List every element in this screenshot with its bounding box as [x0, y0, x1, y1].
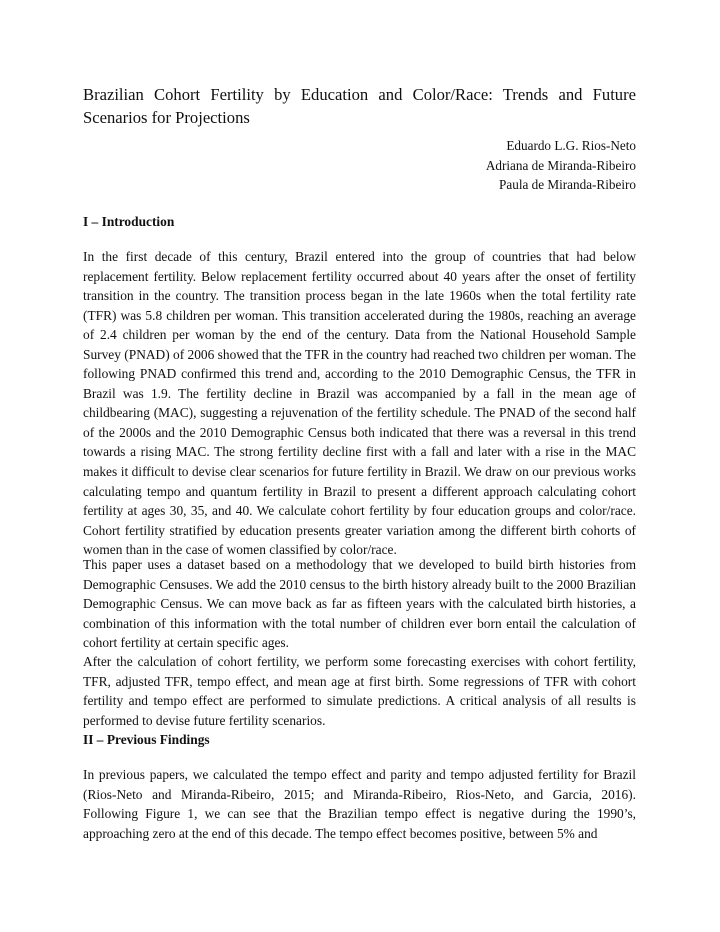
paper-title: Brazilian Cohort Fertility by Education and Color/Race: Trends and Future Scenarios for Projections — [83, 85, 636, 127]
paragraph: After the calculation of cohort fertility, we perform some forecasting exercises with cohort fertility, TFR, adjusted TFR, tempo effect, and mean age at first birth. Some regressions of TFR with cohort fertility and tempo effect are performed to simulate predictions. A critical analysis of all results is performed to devise future fertility scenarios. — [83, 654, 636, 728]
author-name: Adriana de Miranda-Ribeiro — [485, 157, 636, 173]
paragraph: This paper uses a dataset based on a methodology that we developed to build birth histories from Demographic Censuses. We add the 2010 census to the birth history already built to the 2000 Brazilian Demographic Census. We can move back as far as fifteen years with the calculated birth histories, a combination of this information with the total number of children ever born entail the calculation of cohort fertility at certain specific ages. — [83, 557, 636, 651]
section-heading-introduction: I – Introduction — [83, 214, 175, 229]
paragraph: In the first decade of this century, Brazil entered into the group of countries that had below replacement fertility. Below replacement fertility occurred about 40 years after the onset of fertility transition in the country. The transition process began in the late 1960s when the total fertility rate (TFR) was 5.8 children per woman. This transition accelerated during the 1980s, reaching an average of 2.4 children per woman by the end of the century. Data from the National Household Sample Survey (PNAD) of 2006 showed that the TFR in the country had reached two children per woman. The following PNAD confirmed this trend and, according to the 2010 Demographic Census, the TFR in Brazil was 1.9. The fertility decline in Brazil was accompanied by a fall in the mean age of childbearing (MAC), suggesting a rejuvenation of the fertility schedule. The PNAD of the second half of the 2000s and the 2010 Demographic Census both indicated that there was a reversal in this trend towards a rising MAC. The strong fertility decline first with a fall and later with a rise in the MAC makes it difficult to devise clear scenarios for future fertility in Brazil. We draw on our previous works calculating tempo and quantum fertility in Brazil to present a different approach calculating cohort fertility at ages 30, 35, and 40. We calculate cohort fertility by four education groups and color/race. Cohort fertility stratified by education presents greater variation among the different birth cohorts of women than in the case of women classified by color/race. — [83, 249, 636, 558]
author-list — [336, 136, 636, 195]
section-heading-previous-findings: II – Previous Findings — [83, 732, 210, 747]
author-name: Paula de Miranda-Ribeiro — [499, 177, 636, 193]
paragraph: In previous papers, we calculated the tempo effect and parity and tempo adjusted fertility for Brazil (Rios-Neto and Miranda-Ribeiro, 2015; and Miranda-Ribeiro, Rios-Neto, and Garcia, 2016). Following Figure 1, we can see that the Brazilian tempo effect is negative during the 1990’s, approaching zero at the end of this decade. The tempo effect becomes positive, between 5% and — [83, 767, 636, 841]
author-name: Eduardo L.G. Rios-Neto — [506, 138, 636, 153]
